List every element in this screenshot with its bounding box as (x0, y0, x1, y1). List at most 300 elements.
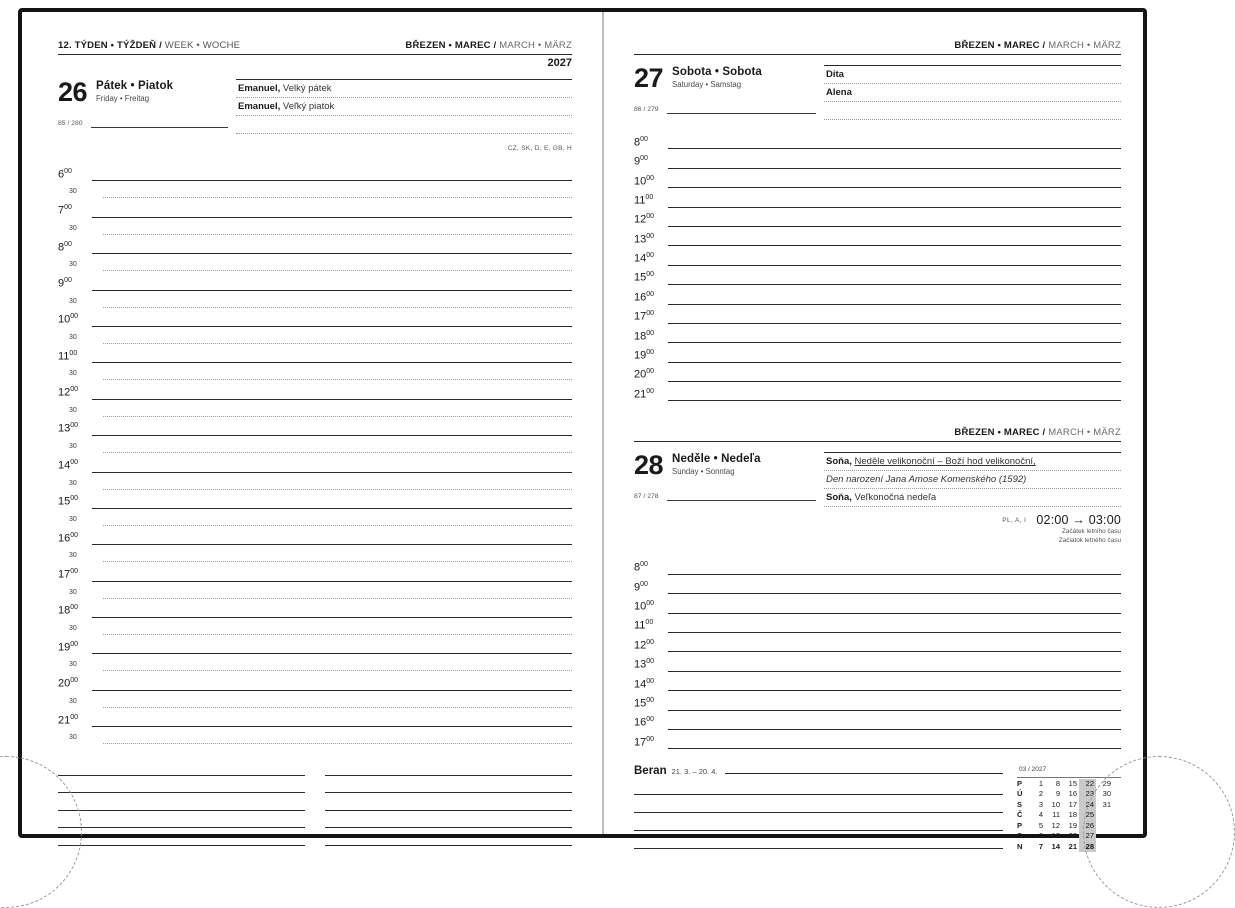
time-slot[interactable] (58, 327, 572, 344)
time-slot[interactable] (58, 582, 572, 599)
time-slot[interactable] (58, 436, 572, 453)
slot-writing-line[interactable] (92, 399, 572, 400)
slot-label: $11^{00}$ (634, 619, 654, 633)
slot-label: $10^{00}$ (634, 174, 655, 188)
slot-label: $18^{00}$ (634, 329, 655, 343)
time-slot[interactable] (634, 730, 1121, 749)
mini-day[interactable]: 17 (1068, 799, 1077, 809)
slot-writing-line[interactable] (668, 710, 1121, 711)
note-line[interactable] (58, 758, 305, 776)
zodiac-rule (725, 773, 1003, 774)
day-header-27 (634, 65, 1121, 120)
right-footer (634, 765, 1121, 852)
mini-day[interactable]: 28 (1079, 842, 1096, 853)
time-slot[interactable] (634, 188, 1121, 207)
mini-day[interactable]: 27 (1079, 831, 1096, 842)
slot-label: $21^{00}$ (634, 387, 655, 401)
time-slot[interactable] (58, 380, 572, 399)
note-line[interactable] (634, 777, 1003, 795)
day-28-nameday-sk: Soňa, (826, 492, 852, 504)
day-26-count: 85 / 280 (58, 120, 83, 127)
note-line[interactable] (634, 813, 1003, 831)
time-slot[interactable] (634, 227, 1121, 246)
time-slot[interactable] (634, 382, 1121, 401)
slot-writing-line[interactable] (668, 400, 1121, 401)
time-slot[interactable] (634, 149, 1121, 168)
time-slot[interactable] (634, 614, 1121, 633)
time-slot[interactable] (634, 169, 1121, 188)
mini-day[interactable]: 23 (1079, 789, 1096, 800)
slot-writing-line[interactable] (92, 362, 572, 363)
dst-note-sk: Začiatok letného času (1058, 537, 1121, 545)
time-slot[interactable] (634, 711, 1121, 730)
schedule-friday (58, 162, 572, 744)
right-page (604, 12, 1143, 851)
day-header-28 (634, 452, 1121, 545)
day-27-count: 86 / 279 (634, 106, 659, 113)
time-slot[interactable] (58, 545, 572, 562)
day-26-nameday-cz: Emanuel, (238, 83, 281, 94)
time-slot[interactable] (58, 671, 572, 690)
left-notes-area (58, 758, 572, 846)
slot-writing-line[interactable] (103, 270, 572, 271)
mini-dow: N (1017, 841, 1023, 851)
day-28-name-line-3[interactable] (824, 489, 1121, 507)
note-line[interactable] (325, 758, 572, 776)
schedule-sunday (634, 555, 1121, 749)
mini-calendar-row (1017, 800, 1121, 811)
slot-label: $8^{00}$ (58, 240, 72, 254)
slot-label: $11^{00}$ (58, 349, 78, 363)
slot-label: $17^{00}$ (634, 310, 655, 323)
time-slot[interactable] (634, 324, 1121, 343)
mini-dow: S (1017, 831, 1023, 841)
day-28-name-line-2[interactable] (824, 471, 1121, 489)
slot-writing-line[interactable] (103, 452, 572, 453)
mini-calendar-row (1017, 779, 1121, 790)
day-header-26 (58, 79, 572, 152)
note-line[interactable] (58, 793, 305, 811)
zodiac-range: 21. 3. – 20. 4. (671, 767, 718, 777)
mini-day[interactable]: 29 (1102, 778, 1111, 788)
slot-label: $8^{00}$ (634, 135, 648, 149)
slot-label: 30 (69, 588, 77, 596)
time-slot[interactable] (58, 490, 572, 509)
time-slot[interactable] (58, 417, 572, 436)
slot-writing-line[interactable] (668, 671, 1121, 672)
mini-day[interactable]: 1 (1038, 778, 1043, 788)
slot-label: $9^{00}$ (634, 155, 648, 168)
month-label-sunday (954, 427, 1121, 438)
day-28-nameday-cz: Soňa, (826, 456, 852, 468)
planner-frame (18, 8, 1147, 851)
time-slot[interactable] (58, 654, 572, 671)
slot-label: $6^{00}$ (58, 167, 72, 181)
day-26-nameday-sk: Emanuel, (238, 101, 281, 112)
day-27-name-line-3[interactable] (824, 102, 1121, 120)
mini-day[interactable]: 22 (1079, 779, 1096, 790)
day-28-names (824, 452, 1121, 545)
time-slot[interactable] (634, 652, 1121, 671)
slot-label: $17^{00}$ (634, 735, 655, 749)
time-slot[interactable] (58, 218, 572, 235)
slot-writing-line[interactable] (668, 632, 1121, 633)
month-label-thin-sunday: MARCH • MÄRZ (1048, 427, 1121, 439)
week-label-thin: WEEK • WOCHE (164, 40, 241, 51)
zodiac-section (634, 765, 1017, 849)
mini-day[interactable]: 30 (1102, 789, 1111, 799)
slot-writing-line[interactable] (103, 234, 572, 235)
mini-day[interactable]: 19 (1068, 820, 1077, 830)
note-line[interactable] (58, 828, 305, 846)
sunday-section-header (634, 427, 1121, 442)
slot-label: $13^{00}$ (634, 658, 655, 671)
mini-day[interactable]: 2 (1038, 789, 1043, 799)
dst-country-codes: PL, A, I (1002, 517, 1027, 525)
slot-writing-line[interactable] (92, 653, 572, 654)
mini-day[interactable]: 31 (1102, 799, 1111, 809)
month-label (405, 40, 572, 51)
mini-calendar-title: 03 / 2027 (1017, 765, 1121, 778)
left-page (22, 12, 602, 834)
mini-calendar-row (1017, 821, 1121, 832)
slot-label: $11^{00}$ (634, 193, 654, 207)
mini-day[interactable]: 21 (1068, 841, 1077, 851)
slot-label: 30 (69, 515, 77, 523)
slot-label: 30 (69, 188, 77, 196)
header-rule-right (634, 54, 1121, 55)
note-line[interactable] (325, 828, 572, 846)
time-slot[interactable] (634, 575, 1121, 594)
slot-writing-line[interactable] (668, 651, 1121, 652)
slot-label: $16^{00}$ (58, 531, 79, 545)
slot-label: 30 (69, 261, 77, 269)
mini-dow: Č (1017, 810, 1023, 820)
week-label-bold: 12. TÝDEN • TÝŽDEŇ / (58, 40, 162, 51)
day-27-number: 27 (634, 63, 664, 93)
slot-label: $15^{00}$ (634, 271, 655, 285)
note-line[interactable] (325, 793, 572, 811)
slot-label: 30 (69, 552, 77, 560)
mini-day[interactable]: 6 (1038, 831, 1043, 841)
slot-writing-line[interactable] (668, 342, 1121, 343)
time-slot[interactable] (634, 285, 1121, 304)
day-26-name-line-2[interactable] (236, 98, 572, 116)
time-slot[interactable] (58, 473, 572, 490)
slot-label: $21^{00}$ (58, 713, 79, 727)
note-line[interactable] (634, 795, 1003, 813)
slot-writing-line[interactable] (668, 265, 1121, 266)
time-slot[interactable] (634, 672, 1121, 691)
time-slot[interactable] (634, 555, 1121, 574)
slot-label: 30 (69, 625, 77, 633)
note-line[interactable] (325, 811, 572, 829)
day-28-count-rule (667, 500, 816, 501)
day-26-holiday-sk: Veľký piatok (282, 101, 335, 112)
mini-day[interactable]: 26 (1079, 821, 1096, 832)
time-slot[interactable] (58, 727, 572, 744)
mini-day[interactable]: 13 (1051, 831, 1060, 841)
slot-writing-line[interactable] (92, 217, 572, 218)
slot-label: $16^{00}$ (634, 290, 655, 304)
time-slot[interactable] (58, 162, 572, 181)
day-28-name-sub: Sunday • Sonntag (672, 467, 735, 477)
time-slot[interactable] (58, 618, 572, 635)
slot-writing-line[interactable] (92, 508, 572, 509)
slot-writing-line[interactable] (668, 574, 1121, 575)
day-27-name: Sobota • Sobota (672, 66, 762, 78)
slot-writing-line[interactable] (103, 670, 572, 671)
mini-day[interactable]: 14 (1051, 841, 1060, 851)
slot-label: $16^{00}$ (634, 716, 655, 729)
time-slot[interactable] (634, 594, 1121, 613)
slot-writing-line[interactable] (103, 634, 572, 635)
month-label-thin-right: MARCH • MÄRZ (1048, 40, 1121, 51)
day-27-count-rule (667, 113, 816, 114)
mini-day[interactable]: 11 (1052, 810, 1060, 820)
slot-label: 30 (69, 479, 77, 487)
slot-writing-line[interactable] (92, 180, 572, 181)
month-label-bold-sunday: BŘEZEN • MAREC / (954, 427, 1046, 439)
slot-label: 30 (69, 333, 77, 341)
slot-writing-line[interactable] (103, 743, 572, 744)
slot-label: $10^{00}$ (58, 313, 79, 326)
slot-label: $12^{00}$ (634, 638, 655, 652)
mini-day[interactable]: 25 (1079, 810, 1096, 821)
slot-label: 30 (69, 297, 77, 305)
day-27-name-line-2[interactable] (824, 84, 1121, 102)
slot-writing-line[interactable] (103, 489, 572, 490)
mini-calendar (1017, 765, 1121, 852)
day-26-country-codes: CZ, SK, D, E, GB, H (507, 145, 572, 152)
slot-writing-line[interactable] (92, 253, 572, 254)
slot-label: $13^{00}$ (634, 232, 655, 246)
slot-label: 30 (69, 224, 77, 232)
slot-writing-line[interactable] (668, 593, 1121, 594)
day-26-name-line-3[interactable] (236, 116, 572, 134)
day-28-holiday-cz: Neděle velikonoční – Boží hod velikonoční, (854, 456, 1036, 468)
slot-writing-line[interactable] (103, 343, 572, 344)
slot-label: $14^{00}$ (58, 458, 79, 472)
slot-writing-line[interactable] (103, 707, 572, 708)
mini-day[interactable]: 7 (1038, 841, 1043, 851)
day-26-number: 26 (58, 77, 88, 107)
slot-writing-line[interactable] (668, 323, 1121, 324)
time-slot[interactable] (58, 691, 572, 708)
slot-label: $15^{00}$ (58, 495, 79, 508)
day-27-name-sub: Saturday • Samstag (672, 80, 742, 89)
slot-label: 30 (69, 697, 77, 705)
time-slot[interactable] (634, 633, 1121, 652)
month-label-right (954, 40, 1121, 51)
mini-dow: Ú (1017, 789, 1023, 799)
mini-day[interactable]: 12 (1051, 820, 1060, 830)
day-26-name: Pátek • Piatok (96, 80, 174, 92)
schedule-saturday (634, 130, 1121, 401)
day-28-holiday-sk: Veľkonočná nedeľa (854, 492, 937, 504)
note-line[interactable] (58, 811, 305, 829)
note-line[interactable] (58, 776, 305, 794)
mini-day[interactable]: 18 (1068, 810, 1077, 820)
slot-writing-line[interactable] (668, 381, 1121, 382)
time-slot[interactable] (58, 181, 572, 198)
slot-label: $10^{00}$ (634, 599, 655, 613)
slot-label: $14^{00}$ (634, 252, 655, 265)
day-27-left (634, 65, 824, 120)
left-notes-column-1 (58, 758, 305, 846)
mini-day[interactable]: 4 (1038, 810, 1043, 820)
day-27-name-line-1[interactable] (824, 65, 1121, 84)
day-26-name-line-1[interactable] (236, 79, 572, 98)
time-slot[interactable] (634, 363, 1121, 382)
slot-writing-line[interactable] (668, 148, 1121, 149)
slot-writing-line[interactable] (668, 168, 1121, 169)
mini-day[interactable]: 8 (1055, 778, 1060, 788)
time-slot[interactable] (58, 562, 572, 581)
day-28-left (634, 452, 824, 545)
slot-writing-line[interactable] (668, 245, 1121, 246)
mini-day[interactable]: 9 (1055, 789, 1060, 799)
month-label-thin: MARCH • MÄRZ (499, 40, 572, 51)
header-rule (58, 54, 572, 55)
day-28-name: Neděle • Nedeľa (672, 453, 761, 466)
slot-writing-line[interactable] (668, 226, 1121, 227)
slot-label: $20^{00}$ (58, 677, 79, 690)
slot-writing-line[interactable] (103, 416, 572, 417)
time-slot[interactable] (58, 271, 572, 290)
slot-writing-line[interactable] (92, 544, 572, 545)
month-label-bold: BŘEZEN • MAREC / (405, 40, 497, 51)
time-slot[interactable] (58, 198, 572, 217)
slot-writing-line[interactable] (668, 613, 1121, 614)
slot-writing-line[interactable] (668, 207, 1121, 208)
mini-day[interactable]: 20 (1068, 831, 1077, 841)
day-27-nameday-sk: Alena (826, 87, 852, 98)
slot-label: $17^{00}$ (58, 568, 79, 581)
slot-writing-line[interactable] (103, 525, 572, 526)
mini-calendar-row (1017, 810, 1121, 821)
slot-writing-line[interactable] (92, 690, 572, 691)
day-27-nameday-cz: Dita (826, 69, 844, 80)
time-slot[interactable] (634, 691, 1121, 710)
time-slot[interactable] (634, 246, 1121, 265)
slot-writing-line[interactable] (92, 326, 572, 327)
mini-dow: P (1017, 820, 1023, 830)
day-28-number: 28 (634, 450, 664, 481)
day-26-holiday-cz: Velký pátek (282, 83, 332, 94)
mini-calendar-row (1017, 831, 1121, 842)
dst-times: 02:00 → 03:00 (1036, 513, 1121, 528)
year-label: 2027 (547, 57, 572, 69)
slot-writing-line[interactable] (668, 187, 1121, 188)
slot-label: $13^{00}$ (58, 422, 79, 436)
slot-writing-line[interactable] (668, 362, 1121, 363)
time-slot[interactable] (58, 344, 572, 363)
time-slot[interactable] (58, 509, 572, 526)
slot-writing-line[interactable] (92, 472, 572, 473)
slot-writing-line[interactable] (668, 748, 1121, 749)
mini-day[interactable]: 10 (1051, 799, 1060, 809)
mini-day[interactable]: 24 (1079, 800, 1096, 811)
time-slot[interactable] (58, 235, 572, 254)
right-notes-area (634, 777, 1003, 849)
slot-writing-line[interactable] (668, 284, 1121, 285)
time-slot[interactable] (58, 400, 572, 417)
note-line[interactable] (325, 776, 572, 794)
slot-writing-line[interactable] (103, 598, 572, 599)
day-27-names (824, 65, 1121, 120)
slot-label: $19^{00}$ (58, 640, 79, 654)
time-slot[interactable] (58, 599, 572, 618)
mini-day[interactable]: 3 (1038, 799, 1043, 809)
slot-label: 30 (69, 661, 77, 669)
dst-note-cz: Začátek letního času (1062, 528, 1121, 536)
day-26-count-rule (91, 127, 228, 128)
time-slot[interactable] (58, 363, 572, 380)
time-slot[interactable] (634, 343, 1121, 362)
mini-day[interactable]: 5 (1038, 820, 1043, 830)
slot-writing-line[interactable] (92, 726, 572, 727)
day-26-left (58, 79, 236, 152)
slot-writing-line[interactable] (668, 690, 1121, 691)
time-slot[interactable] (58, 291, 572, 308)
slot-label: $14^{00}$ (634, 677, 655, 691)
zodiac-name: Beran (634, 765, 667, 778)
mini-day[interactable]: 16 (1068, 789, 1077, 799)
header-rule-sunday (634, 441, 1121, 442)
slot-writing-line[interactable] (668, 729, 1121, 730)
slot-writing-line[interactable] (92, 617, 572, 618)
slot-label: $8^{00}$ (634, 561, 648, 574)
slot-label: $12^{00}$ (58, 386, 79, 399)
time-slot[interactable] (58, 308, 572, 327)
time-slot[interactable] (634, 208, 1121, 227)
day-28-name-line-1[interactable] (824, 452, 1121, 471)
time-slot[interactable] (58, 254, 572, 271)
daylight-saving-note (824, 513, 1121, 545)
day-28-count: 87 / 278 (634, 493, 659, 501)
time-slot[interactable] (58, 708, 572, 727)
slot-label: $18^{00}$ (58, 604, 79, 618)
left-page-header (58, 40, 572, 51)
time-slot[interactable] (634, 305, 1121, 324)
mini-day[interactable]: 15 (1068, 778, 1077, 788)
left-notes-column-2 (325, 758, 572, 846)
slot-label: 30 (69, 443, 77, 451)
slot-writing-line[interactable] (103, 379, 572, 380)
time-slot[interactable] (58, 453, 572, 472)
month-label-bold-right: BŘEZEN • MAREC / (954, 40, 1046, 51)
mini-dow: S (1017, 799, 1023, 809)
slot-writing-line[interactable] (103, 307, 572, 308)
slot-label: $9^{00}$ (634, 580, 648, 594)
slot-writing-line[interactable] (92, 581, 572, 582)
slot-label: 30 (69, 734, 77, 742)
time-slot[interactable] (634, 130, 1121, 149)
slot-writing-line[interactable] (668, 304, 1121, 305)
slot-writing-line[interactable] (92, 290, 572, 291)
note-line[interactable] (634, 831, 1003, 849)
time-slot[interactable] (634, 266, 1121, 285)
slot-label: $20^{00}$ (634, 368, 655, 382)
slot-writing-line[interactable] (103, 197, 572, 198)
slot-writing-line[interactable] (103, 561, 572, 562)
time-slot[interactable] (58, 526, 572, 545)
time-slot[interactable] (58, 635, 572, 654)
day-28-anniversary: Den narození Jana Amose Komenského (1592) (826, 474, 1027, 486)
slot-writing-line[interactable] (92, 435, 572, 436)
slot-label: 30 (69, 370, 77, 378)
